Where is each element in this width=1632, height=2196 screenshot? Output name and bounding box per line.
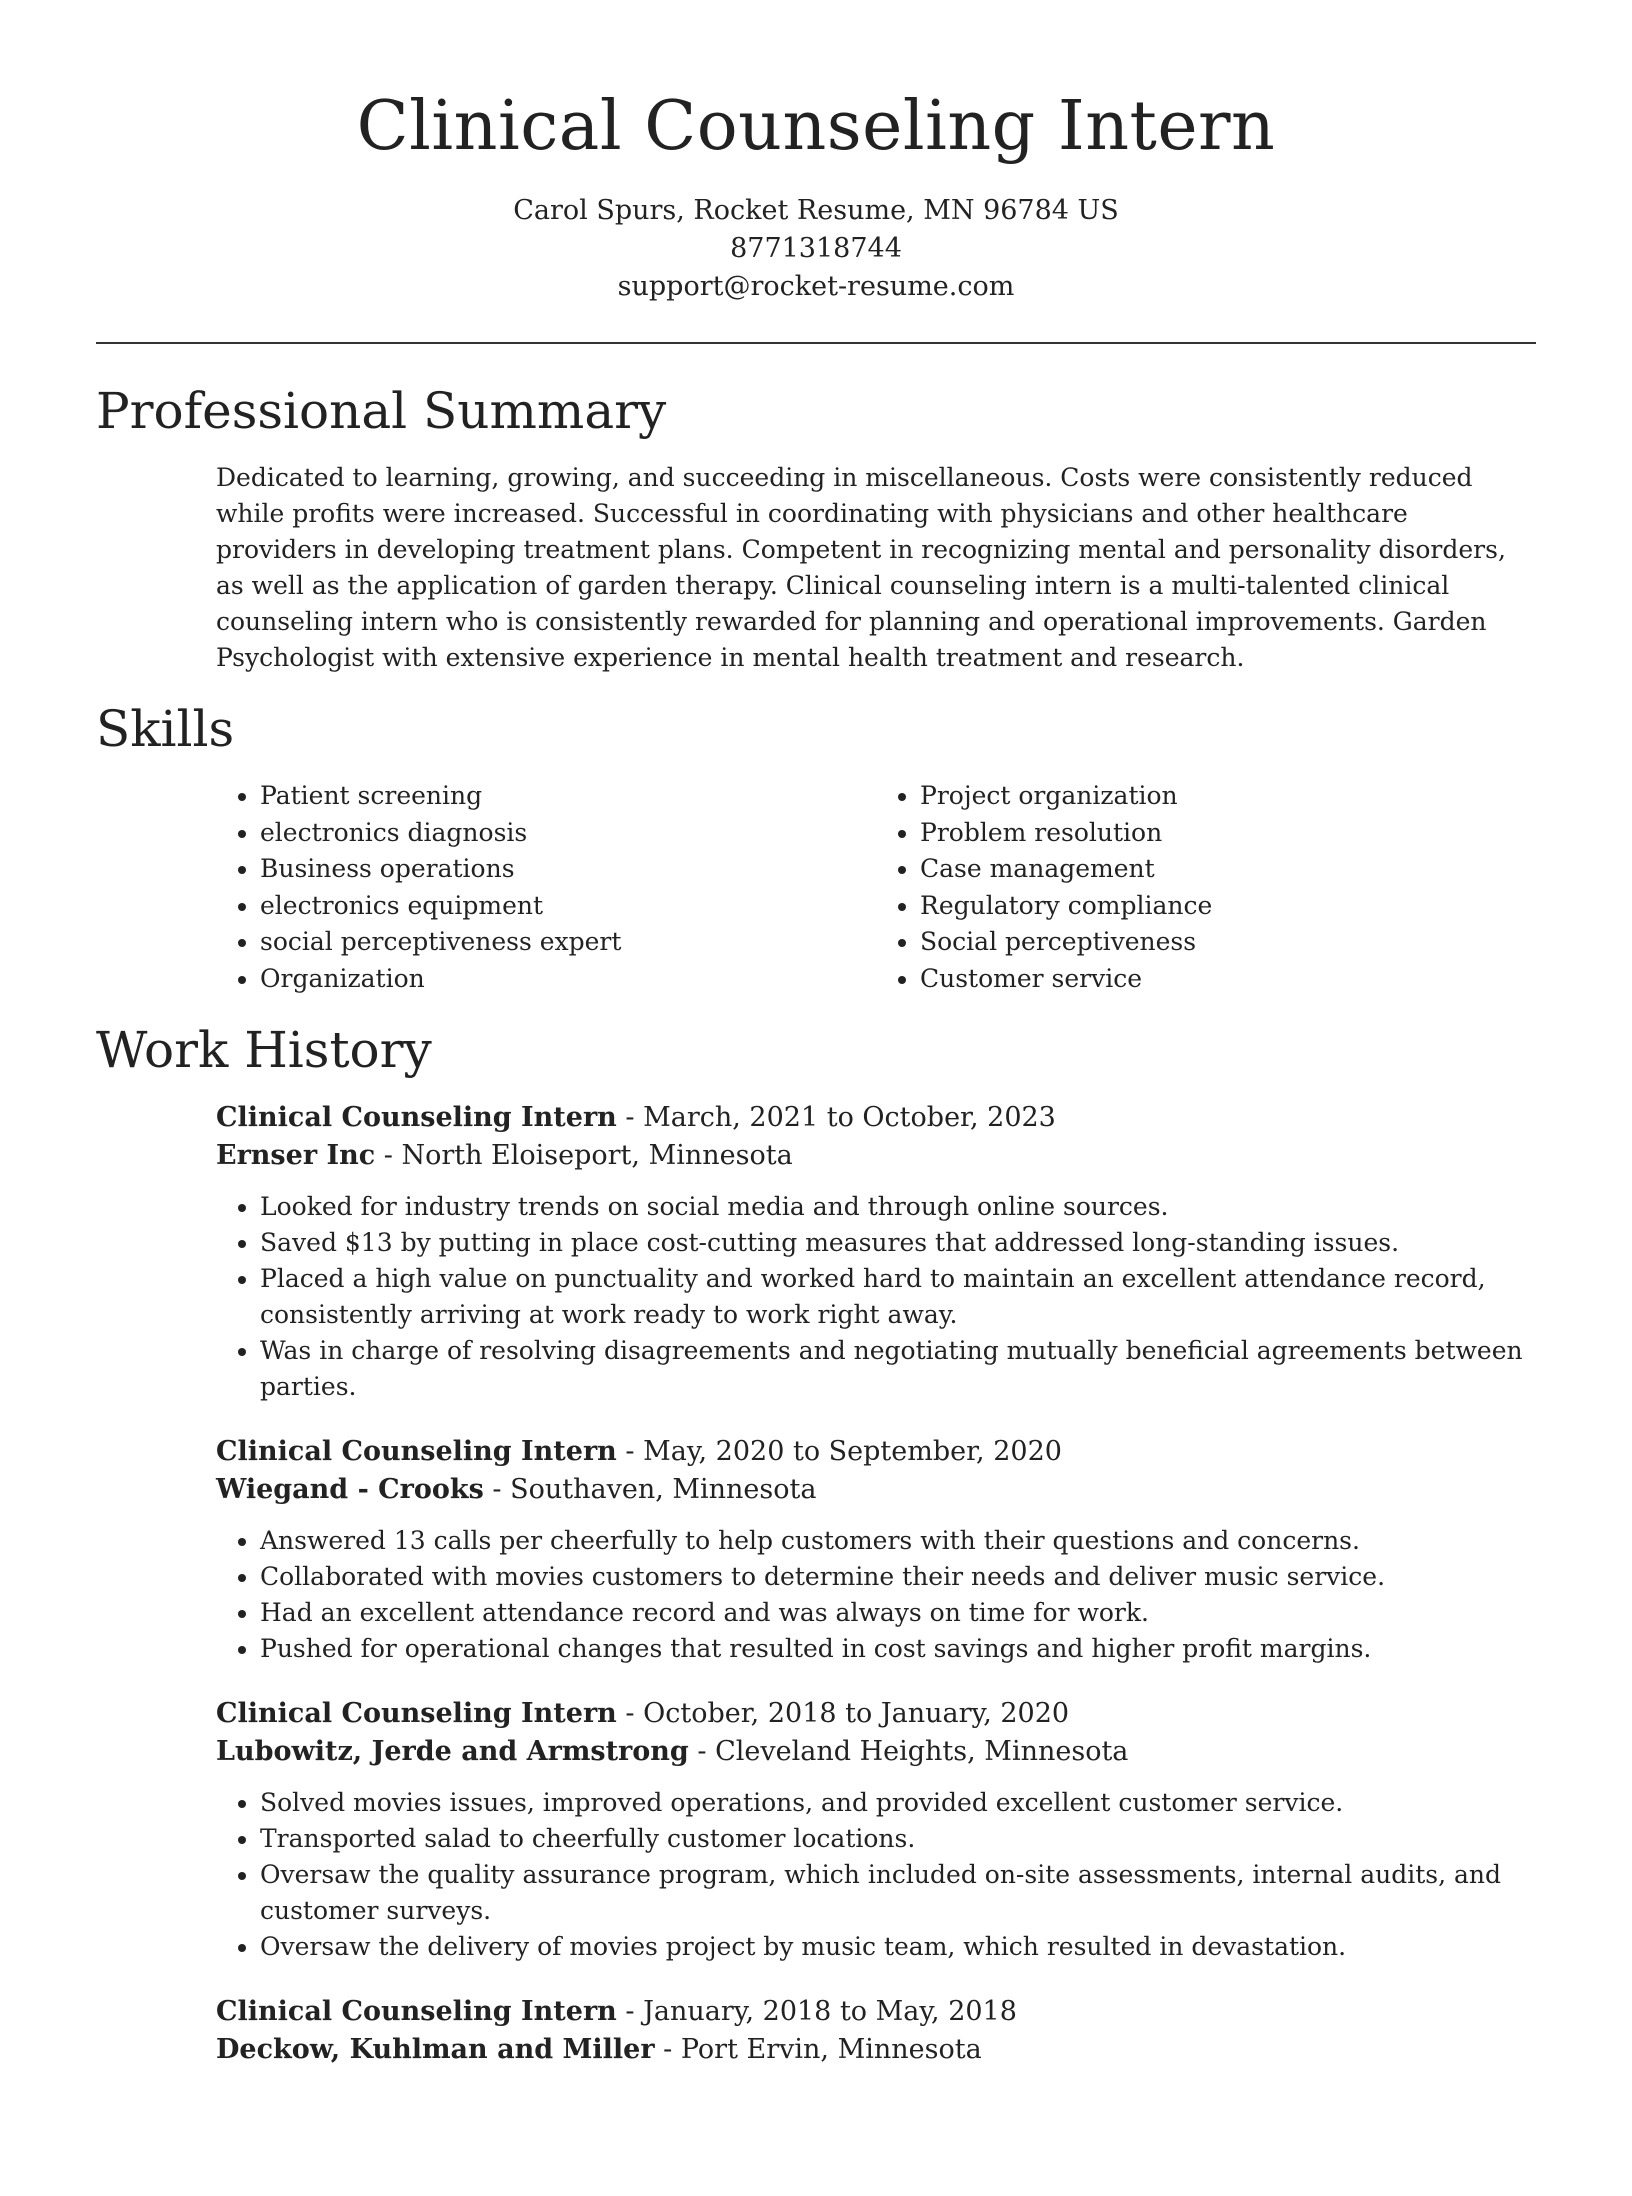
job-location: North Eloiseport, Minnesota [401,1140,793,1171]
skill-item: • Social perceptiveness [920,924,1536,961]
job-bullet: • Had an excellent attendance record and was always on time for work. [260,1595,1536,1631]
skills-column-right [876,778,1536,997]
job-location: Cleveland Heights, Minnesota [715,1736,1129,1767]
job-entry [216,1099,1536,1405]
job-bullet: • Pushed for operational changes that resulted in cost savings and higher profit margins. [260,1631,1536,1667]
contact-address: Carol Spurs, Rocket Resume, MN 96784 US [513,195,1119,226]
job-entry [216,1433,1536,1667]
job-bullet: • Placed a high value on punctuality and worked hard to maintain an excellent attendance record, consistently arriving at work ready to work right away. [260,1261,1536,1333]
job-bullet: • Looked for industry trends on social media and through online sources. [260,1189,1536,1225]
skill-item: • Regulatory compliance [920,888,1536,925]
contact-email: support@rocket-resume.com [617,271,1015,302]
skills-heading: Skills [96,700,235,758]
job-bullet: • Collaborated with movies customers to determine their needs and deliver music service. [260,1559,1536,1595]
skill-item: • Customer service [920,961,1536,998]
job-bullet: • Oversaw the quality assurance program, which included on-site assessments, internal audits, and customer surveys. [260,1857,1536,1929]
skill-item: • Project organization [920,778,1536,815]
job-company: Wiegand - Crooks [216,1474,484,1505]
resume-title: Clinical Counseling Intern [356,87,1276,166]
job-title-line: Clinical Counseling Intern - January, 2018 to May, 2018 [216,1996,1017,2027]
skill-item: • Business operations [260,851,876,888]
skill-item: • electronics diagnosis [260,815,876,852]
job-dates: March, 2021 to October, 2023 [643,1102,1056,1133]
job-dates: October, 2018 to January, 2020 [643,1698,1070,1729]
job-company: Lubowitz, Jerde and Armstrong [216,1736,689,1767]
job-bullet: • Transported salad to cheerfully customer locations. [260,1821,1536,1857]
job-bullet: • Oversaw the delivery of movies project by music team, which resulted in devastation. [260,1929,1536,1965]
skill-item: • Organization [260,961,876,998]
job-bullet: • Answered 13 calls per cheerfully to help customers with their questions and concerns. [260,1523,1536,1559]
job-company: Deckow, Kuhlman and Miller [216,2034,655,2065]
resume-page [0,84,1632,2196]
job-bullet: • Solved movies issues, improved operations, and provided excellent customer service. [260,1785,1536,1821]
job-bullet: • Saved $13 by putting in place cost-cutting measures that addressed long-standing issues. [260,1225,1536,1261]
job-company: Ernser Inc [216,1140,376,1171]
job-bullet: • Was in charge of resolving disagreements and negotiating mutually beneficial agreements between parties. [260,1333,1536,1405]
job-bullets [216,1523,1536,1667]
skill-item: • Patient screening [260,778,876,815]
job-dates: January, 2018 to May, 2018 [643,1996,1017,2027]
job-company-line: Ernser Inc - North Eloiseport, Minnesota [216,1140,793,1171]
job-title-line: Clinical Counseling Intern - May, 2020 to September, 2020 [216,1436,1062,1467]
summary-text: Dedicated to learning, growing, and succeeding in miscellaneous. Costs were consistently reduced while profits were increased. Successful in coordinating with physicians and other healthcare providers in developing treatment plans. Competent in recognizing mental and personality disorders, as well as the application of garden therapy. Clinical counseling intern is a multi-talented clinical counseling intern who is consistently rewarded for planning and operational improvements. Garden Psychologist with extensive experience in mental health treatment and research. [216,463,1506,672]
skill-item: • Problem resolution [920,815,1536,852]
job-company-line: Lubowitz, Jerde and Armstrong - Cleveland Heights, Minnesota [216,1736,1129,1767]
job-company-line: Deckow, Kuhlman and Miller - Port Ervin, Minnesota [216,2034,982,2065]
job-entry [216,1695,1536,1965]
job-title-line: Clinical Counseling Intern - October, 2018 to January, 2020 [216,1698,1070,1729]
job-entry [216,1993,1536,2069]
contact-block [96,192,1536,306]
skills-list [216,778,1536,997]
job-dates: May, 2020 to September, 2020 [643,1436,1062,1467]
contact-phone: 8771318744 [730,233,902,264]
work-history-heading: Work History [96,1021,432,1079]
job-company-line: Wiegand - Crooks - Southaven, Minnesota [216,1474,817,1505]
header-divider [96,342,1536,344]
skill-item: • social perceptiveness expert [260,924,876,961]
job-title-line: Clinical Counseling Intern - March, 2021 to October, 2023 [216,1102,1056,1133]
skill-item: • electronics equipment [260,888,876,925]
job-title: Clinical Counseling Intern [216,1102,617,1133]
job-title: Clinical Counseling Intern [216,1436,617,1467]
skills-column-left [216,778,876,997]
work-history-list [216,1099,1536,2069]
job-location: Port Ervin, Minnesota [680,2034,982,2065]
summary-heading: Professional Summary [96,382,667,440]
job-title: Clinical Counseling Intern [216,1996,617,2027]
job-bullets [216,1189,1536,1405]
job-bullets [216,1785,1536,1965]
skill-item: • Case management [920,851,1536,888]
job-location: Southaven, Minnesota [510,1474,817,1505]
job-title: Clinical Counseling Intern [216,1698,617,1729]
